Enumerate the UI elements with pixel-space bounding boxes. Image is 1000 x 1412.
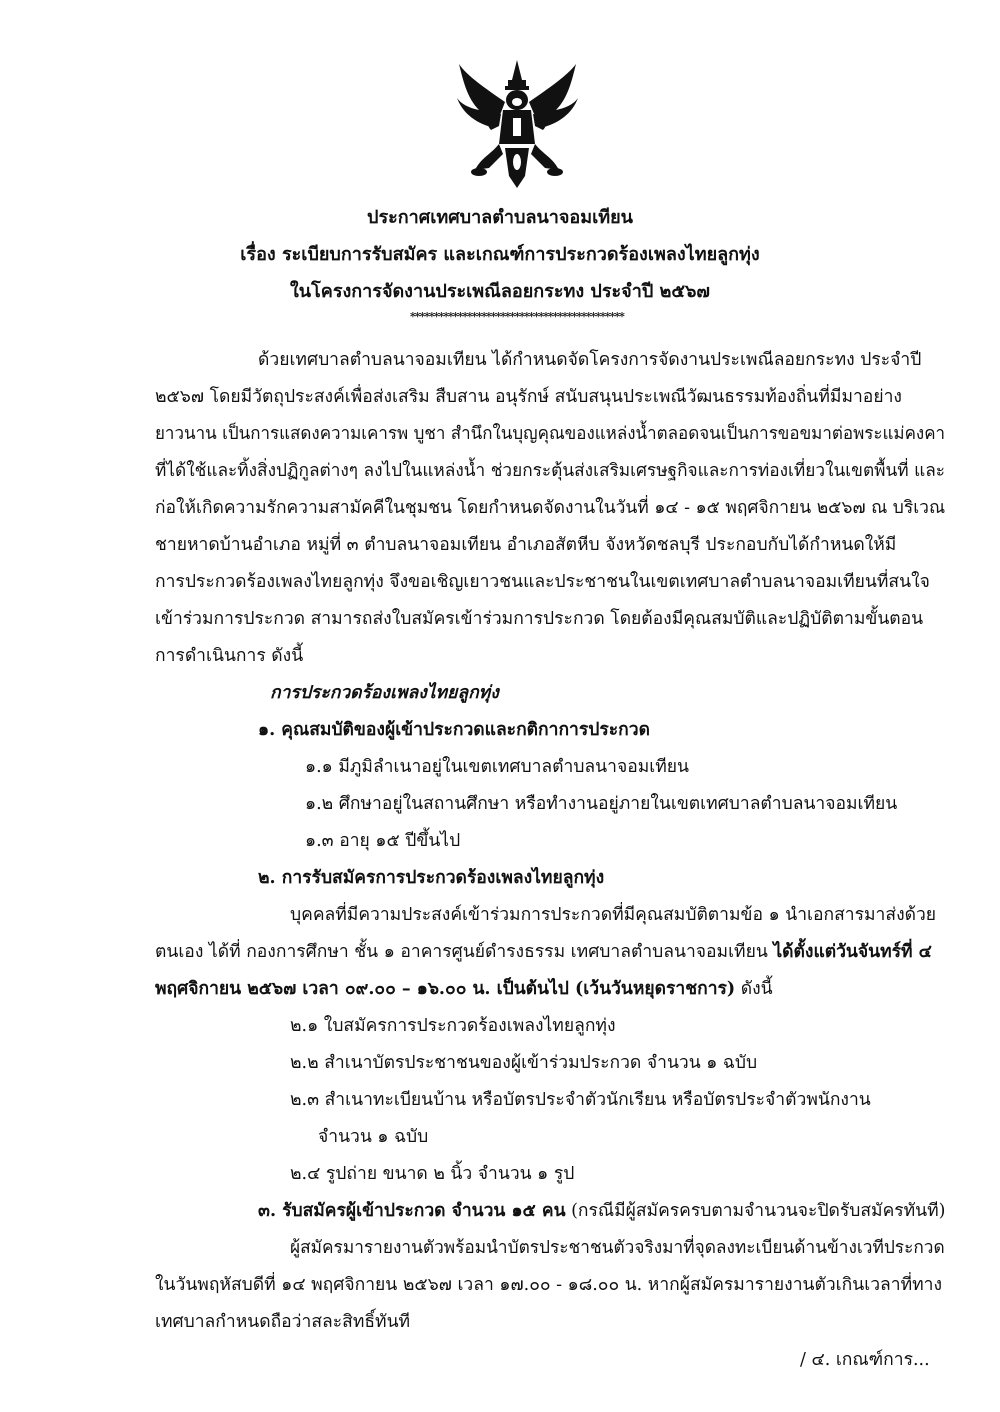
section2-para-line-2 [155, 940, 932, 964]
divider-stars: ********************************************* [410, 310, 624, 323]
section1-item: ๑.๑ มีภูมิลำเนาอยู่ในเขตเทศบาลตำบลนาจอมเทียน [305, 757, 689, 777]
document-title: ประกาศเทศบาลตำบลนาจอมเทียน [367, 207, 633, 228]
section2-para-line-2-text: ตนเอง ได้ที่ กองการศึกษา ชั้น ๑ อาคารศูนย์ดำรงธรรม เทศบาลตำบลนาจอมเทียน [155, 942, 774, 962]
document-project: ในโครงการจัดงานประเพณีลอยกระทง ประจำปี ๒๕๖๗ [290, 281, 710, 302]
section3-title [258, 1199, 945, 1223]
intro-line-5: ก่อให้เกิดความรักความสามัคคีในชุมชน โดยกำหนดจัดงานในวันที่ ๑๔ - ๑๕ พฤศจิกายน ๒๕๖๗ ณ บริเวณ [155, 498, 946, 518]
section2-item: ๒.๓ สำเนาทะเบียนบ้าน หรือบัตรประจำตัวนักเรียน หรือบัตรประจำตัวพนักงาน [290, 1090, 871, 1110]
section1-title: ๑. คุณสมบัติของผู้เข้าประกวดและกติกาการประกวด [258, 720, 650, 740]
section2-title: ๒. การรับสมัครการประกวดร้องเพลงไทยลูกทุ่ง [258, 868, 605, 888]
intro-line-8: เข้าร่วมการประกวด สามารถส่งใบสมัครเข้าร่วมการประกวด โดยต้องมีคุณสมบัติและปฏิบัติตามขั้นตอน [155, 609, 924, 629]
section2-para-line-3-bold: พฤศจิกายน ๒๕๖๗ เวลา ๐๙.๐๐ – ๑๖.๐๐ น. เป็นต้นไป (เว้นวันหยุดราชการ) [155, 979, 736, 999]
section3-para-line-2: ในวันพฤหัสบดีที่ ๑๔ พฤศจิกายน ๒๕๖๗ เวลา ๑๗.๐๐ - ๑๘.๐๐ น. หากผู้สมัครมารายงานตัวเกินเวลาที่ทาง [155, 1275, 943, 1295]
section3-para-line-3: เทศบาลกำหนดถือว่าสละสิทธิ์ทันที [155, 1312, 411, 1332]
section1-item: ๑.๓ อายุ ๑๕ ปีขึ้นไป [305, 831, 461, 851]
section2-para-line-1: บุคคลที่มีความประสงค์เข้าร่วมการประกวดที่มีคุณสมบัติตามข้อ ๑ นำเอกสารมาส่งด้วย [290, 905, 937, 925]
garuda-emblem [455, 58, 580, 190]
continuation-marker: / ๔. เกณฑ์การ... [800, 1350, 930, 1370]
contest-heading: การประกวดร้องเพลงไทยลูกทุ่ง [270, 683, 499, 703]
section2-item: ๒.๔ รูปถ่าย ขนาด ๒ นิ้ว จำนวน ๑ รูป [290, 1164, 575, 1184]
document-subject: เรื่อง ระเบียบการรับสมัคร และเกณฑ์การประกวดร้องเพลงไทยลูกทุ่ง [240, 244, 760, 265]
intro-line-9: การดำเนินการ ดังนี้ [155, 646, 304, 666]
section3-para-line-1: ผู้สมัครมารายงานตัวพร้อมนำบัตรประชาชนตัวจริงมาที่จุดลงทะเบียนด้านข้างเวทีประกวด [290, 1238, 945, 1258]
intro-line-1: ด้วยเทศบาลตำบลนาจอมเทียน ได้กำหนดจัดโครงการจัดงานประเพณีลอยกระทง ประจำปี [258, 350, 922, 370]
section2-item-continued: จำนวน ๑ ฉบับ [318, 1127, 429, 1147]
section2-item: ๒.๑ ใบสมัครการประกวดร้องเพลงไทยลูกทุ่ง [290, 1016, 616, 1036]
section2-item: ๒.๒ สำเนาบัตรประชาชนของผู้เข้าร่วมประกวด จำนวน ๑ ฉบับ [290, 1053, 758, 1073]
intro-line-7: การประกวดร้องเพลงไทยลูกทุ่ง จึงขอเชิญเยาวชนและประชาชนในเขตเทศบาลตำบลนาจอมเทียนที่สนใจ [155, 572, 930, 592]
section1-item: ๑.๒ ศึกษาอยู่ในสถานศึกษา หรือทำงานอยู่ภายในเขตเทศบาลตำบลนาจอมเทียน [305, 794, 898, 814]
section2-para-line-2-bold: ได้ตั้งแต่วันจันทร์ที่ ๔ [773, 942, 932, 962]
intro-line-2: ๒๕๖๗ โดยมีวัตถุประสงค์เพื่อส่งเสริม สืบสาน อนุรักษ์ สนับสนุนประเพณีวัฒนธรรมท้องถิ่นที่มีมาอย่าง [155, 387, 902, 407]
section2-para-line-3-text: ดังนี้ [735, 979, 773, 999]
intro-line-6: ชายหาดบ้านอำเภอ หมู่ที่ ๓ ตำบลนาจอมเทียน อำเภอสัตหีบ จังหวัดชลบุรี ประกอบกับได้กำหนดให้มี [155, 535, 897, 555]
intro-line-3: ยาวนาน เป็นการแสดงความเคารพ บูชา สำนึกในบุญคุณของแหล่งน้ำตลอดจนเป็นการขอขมาต่อพระแม่คงคา [155, 424, 946, 444]
section3-title-note: (กรณีมีผู้สมัครครบตามจำนวนจะปิดรับสมัครทันที) [565, 1201, 946, 1221]
section2-para-line-3 [155, 977, 773, 1001]
intro-line-4: ที่ได้ใช้และทิ้งสิ่งปฏิกูลต่างๆ ลงไปในแหล่งน้ำ ช่วยกระตุ้นส่งเสริมเศรษฐกิจและการท่องเที่ยวในเขตพื้นที่ และ [155, 461, 946, 481]
section3-title-bold: ๓. รับสมัครผู้เข้าประกวด จำนวน ๑๕ คน [258, 1201, 566, 1221]
